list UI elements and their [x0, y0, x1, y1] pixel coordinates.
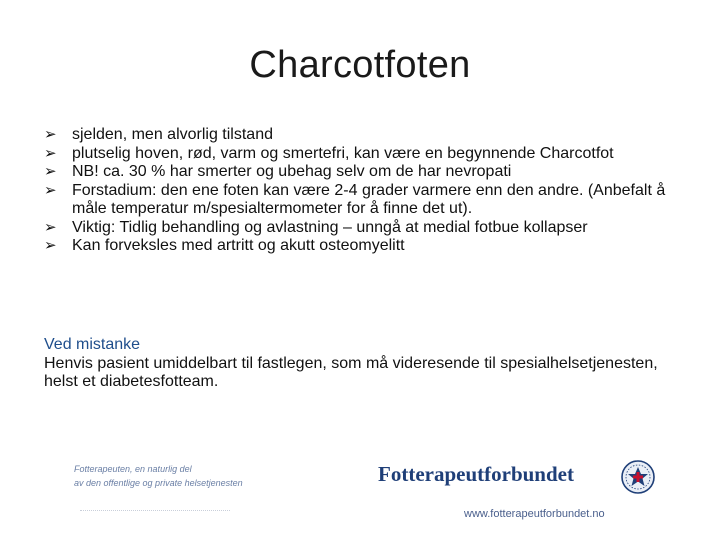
- list-item: [44, 163, 684, 182]
- arrow-bullet-icon: ➢: [44, 126, 57, 143]
- tagline-line: av den offentlige og private helsetjenesten: [74, 478, 243, 488]
- footer: [0, 456, 720, 540]
- list-item: [44, 182, 684, 219]
- organization-name: Fotterapeutforbundet: [378, 462, 574, 486]
- arrow-bullet-icon: ➢: [44, 144, 57, 162]
- organization-emblem-icon: [620, 459, 656, 495]
- bullet-list: [44, 126, 684, 256]
- footer-tagline: [74, 462, 314, 490]
- website-link[interactable]: www.fotterapeutforbundet.no: [464, 508, 605, 520]
- bullet-text: Viktig: Tidlig behandling og avlastning – unngå at medial fotbue kollapser: [72, 218, 588, 236]
- list-item: [44, 126, 684, 145]
- bullet-text: sjelden, men alvorlig tilstand: [72, 126, 273, 143]
- bullet-text: Kan forveksles med artritt og akutt osteomyelitt: [72, 237, 405, 254]
- tagline-line: Fotterapeuten, en naturlig del: [74, 464, 192, 474]
- footer-divider: [80, 510, 230, 512]
- list-item: [44, 219, 684, 238]
- arrow-bullet-icon: ➢: [44, 181, 57, 199]
- list-item: [44, 237, 684, 256]
- slide-title: Charcotfoten: [249, 44, 471, 86]
- arrow-bullet-icon: ➢: [44, 237, 57, 254]
- arrow-bullet-icon: ➢: [44, 163, 57, 180]
- section-body: Henvis pasient umiddelbart til fastlegen, som må videresende til spesialhelsetjenesten, helst et diabetesfotteam.: [44, 354, 658, 390]
- section-heading: Ved mistanke: [44, 336, 141, 353]
- bullet-text: NB! ca. 30 % har smerter og ubehag selv om de har nevropati: [72, 163, 512, 180]
- arrow-bullet-icon: ➢: [44, 218, 57, 236]
- bullet-text: plutselig hoven, rød, varm og smertefri, kan være en begynnende Charcotfot: [72, 144, 614, 162]
- bullet-text: Forstadium: den ene foten kan være 2-4 grader varmere enn den andre. (Anbefalt å måle temperatur m/spesialtermometer for å finne det ut).: [72, 181, 666, 217]
- suspicion-section: [44, 336, 684, 392]
- list-item: [44, 145, 684, 164]
